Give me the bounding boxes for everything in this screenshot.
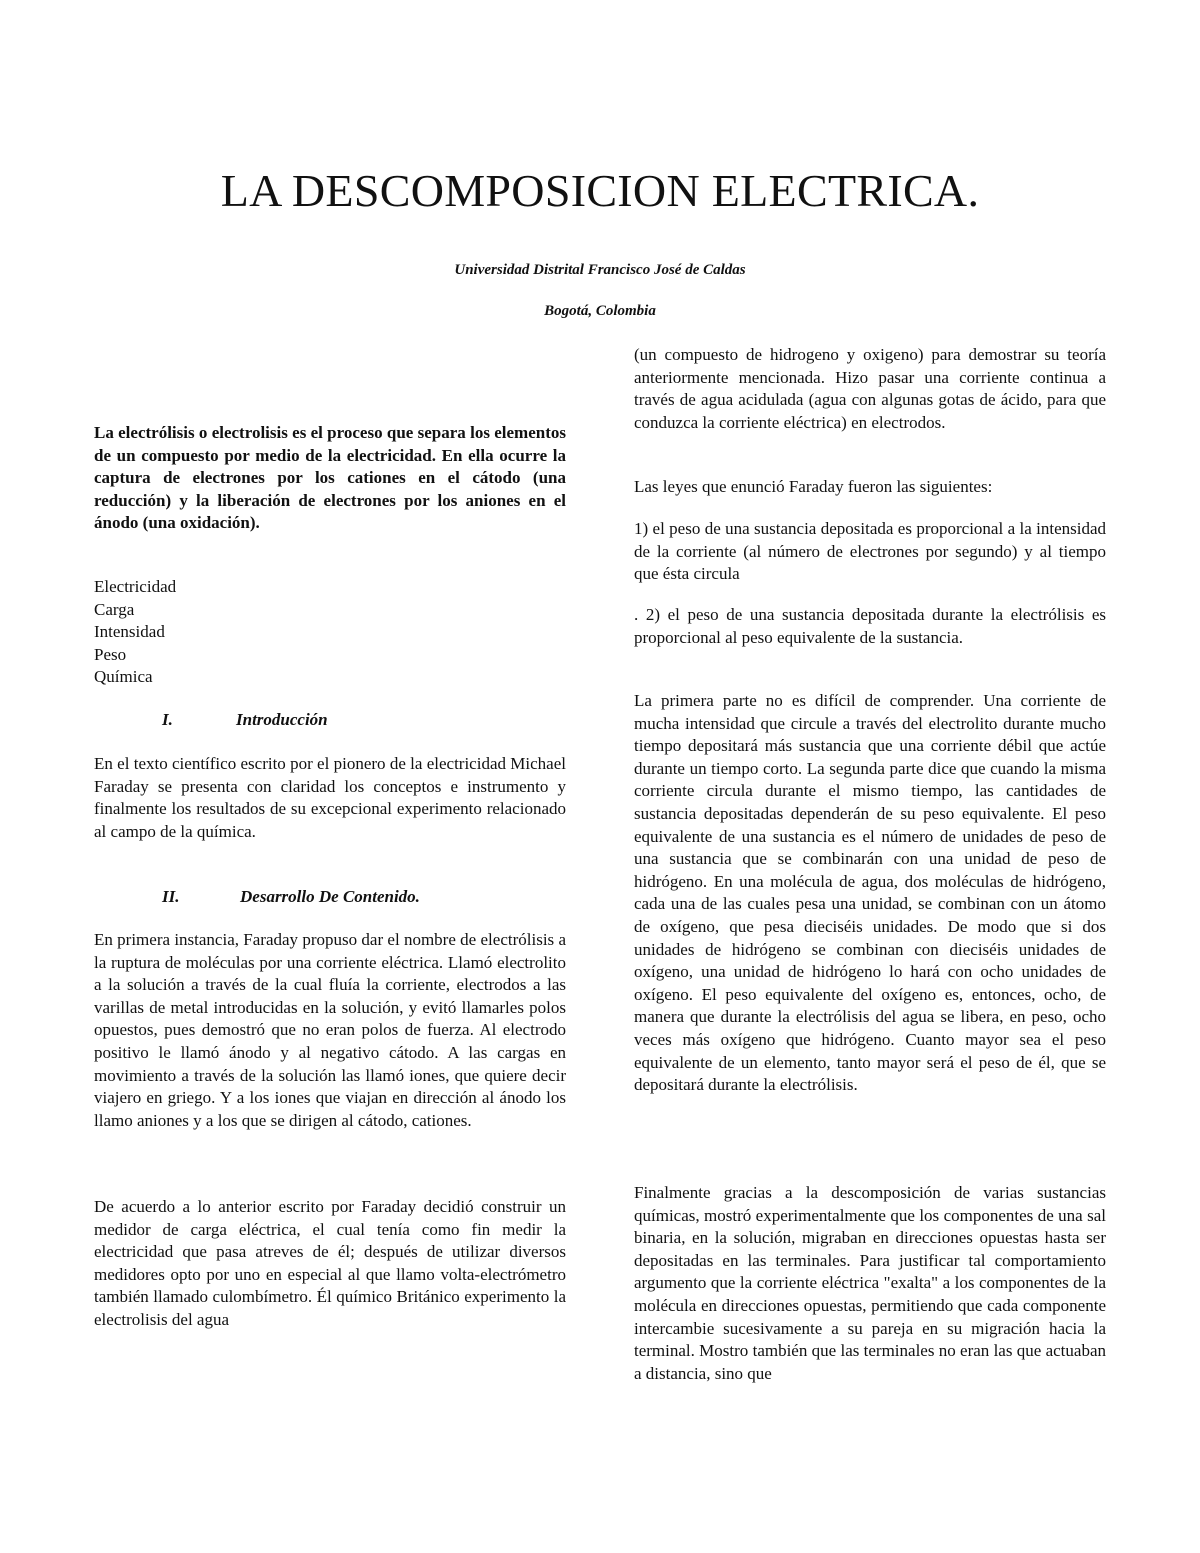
location: Bogotá, Colombia: [544, 303, 656, 319]
section-number: II.: [162, 887, 180, 906]
paper-title: LA DESCOMPOSICION ELECTRICA.: [220, 165, 980, 216]
law-1-paragraph: 1) el peso de una sustancia depositada es proporcional a la intensidad de la corriente (al número de electrones por segundo) y al tiempo que ésta circula: [634, 519, 1106, 584]
keyword: Carga: [94, 599, 135, 619]
right-paragraph-5: La primera parte no es difícil de comprender. Una corriente de mucha intensidad que circule a través del electrolito durante mucho tiempo depositará más sustancia que una corriente débil que actúe durante un tiempo corto. La segunda parte dice que cuando la misma corriente circula durante el mismo tiempo, las cantidades de sustancia depositadas dependerán de su peso equivalente. El peso equivalente de una sustancia es el número de unidades de peso de una sustancia que se combinarán con una unidad de peso de hidrógeno. En una molécula de agua, dos moléculas de hidrógeno, cada una de las cuales pesa una unidad, se combinan con un átomo de oxígeno, que pesa dieciséis unidades. De modo que si dos unidades de hidrógeno se combinan con dieciséis unidades de oxígeno, una unidad de hidrógeno lo hará con ocho unidades de oxígeno. El peso equivalente del oxígeno es, entonces, ocho, de manera que durante la electrólisis del agua se libera, en peso, ocho veces más oxígeno que hidrógeno. Cuanto mayor sea el peso equivalente de un elemento, tanto mayor será el peso de él, que se depositará durante la electrólisis.: [634, 691, 1106, 1095]
section-number: I.: [162, 710, 173, 729]
desarrollo-paragraph-1: En primera instancia, Faraday propuso dar el nombre de electrólisis a la ruptura de moléculas por una corriente eléctrica. Llamó electrolito a la solución a través de la cual fluía la corriente, electrodos a las varillas de metal introducidas en la solución, y evitó llamarles polos opuestos, pues demostró que no eran polos de fuerza. Al electrodo positivo le llamó ánodo y al negativo cátodo. A las cargas en movimiento a través de la solución las llamó iones, que quiere decir viajero en griego. Y a los iones que viajan en dirección al ánodo los llamo aniones y a los que se dirigen al cátodo, cationes.: [94, 930, 566, 1130]
keyword: Peso: [94, 644, 127, 664]
keywords-list: [94, 576, 566, 689]
introduccion-paragraph: En el texto científico escrito por el pionero de la electricidad Michael Faraday se presenta con claridad los conceptos e instrumento y finalmente los resultados de su excepcional experimento relacionado al campo de la química.: [94, 754, 566, 841]
affiliation: Universidad Distrital Francisco José de Caldas: [454, 262, 746, 278]
right-paragraph-6: Finalmente gracias a la descomposición de varias sustancias químicas, mostró experimentalmente que los componentes de una sal binaria, en la solución, migraban en direcciones opuestas hasta ser depositadas en las terminales. Para justificar tal comportamiento argumento que la corriente eléctrica "exalta" a los componentes de la molécula en direcciones opuestas, permitiendo que cada componente intercambie sucesivamente a su pareja en su migración hacia la terminal. Mostro también que las terminales no eran las que actuaban a distancia, sino que: [634, 1183, 1106, 1383]
section-heading-desarrollo: [94, 886, 566, 909]
abstract: La electrólisis o electrolisis es el proceso que separa los elementos de un compuesto por medio de la electricidad. En ella ocurre la captura de electrones por los cationes en el cátodo (una reducción) y la liberación de electrones por los aniones en el ánodo (una oxidación).: [94, 423, 566, 533]
keyword: Química: [94, 667, 153, 687]
keyword: Electricidad: [94, 577, 177, 596]
desarrollo-paragraph-2: De acuerdo a lo anterior escrito por Faraday decidió construir un medidor de carga eléctrica, el cual tenía como fin medir la electricidad que pasa atreves de él; después de utilizar diversos medidores opto por uno en especial al que llamo volta-electrómetro también llamado culombímetro. Él químico Británico experimento la electrolisis del agua: [94, 1197, 566, 1329]
section-title: Desarrollo De Contenido.: [240, 887, 420, 906]
law-2-paragraph: . 2) el peso de una sustancia depositada durante la electrólisis es proporcional al peso equivalente de la sustancia.: [634, 605, 1106, 647]
right-paragraph-2: Las leyes que enunció Faraday fueron las siguientes:: [634, 477, 993, 496]
right-paragraph-1: (un compuesto de hidrogeno y oxigeno) para demostrar su teoría anteriormente mencionada. Hizo pasar una corriente continua a través de agua acidulada (agua con algunas gotas de ácido, para que conduzca la corriente eléctrica) en electrodos.: [634, 345, 1106, 432]
keyword: Intensidad: [94, 622, 165, 642]
section-heading-introduccion: [94, 709, 566, 732]
section-title: Introducción: [236, 710, 328, 729]
